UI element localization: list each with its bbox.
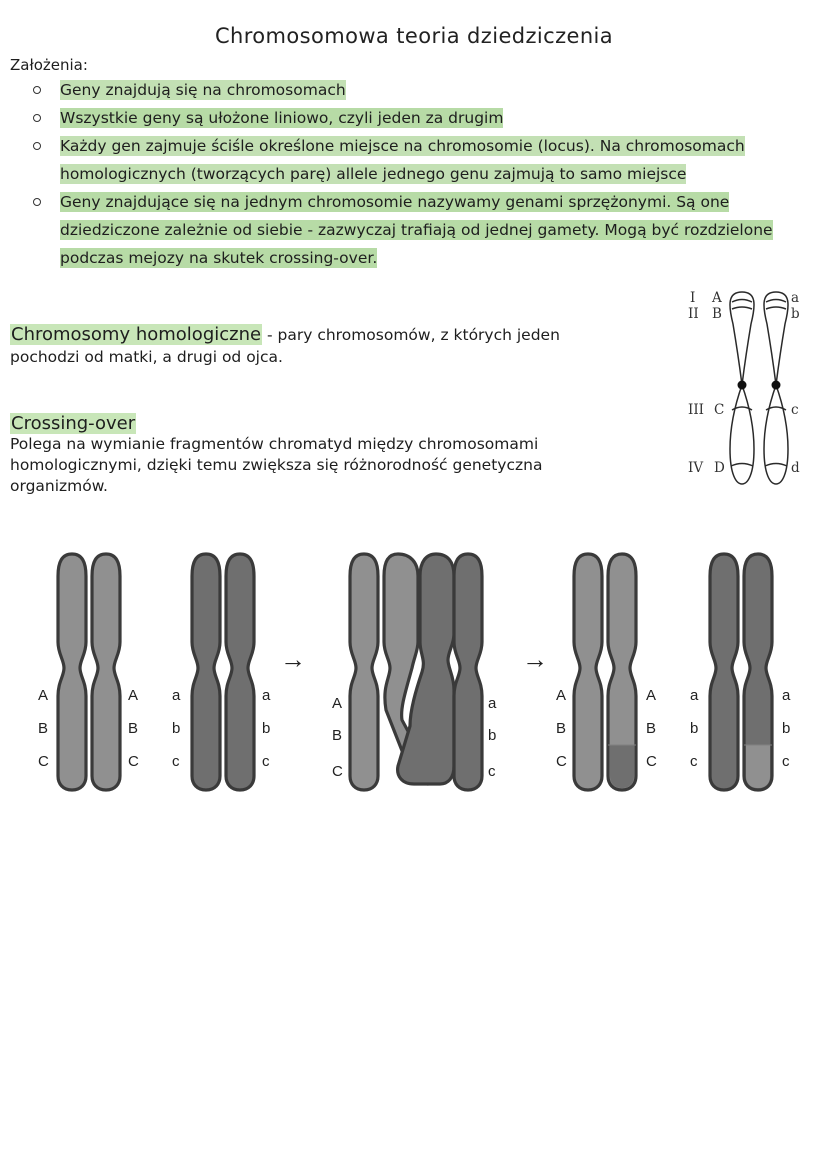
assumption-text: Każdy gen zajmuje ściśle określone miejsce na chromosomie (locus). Na chromosomach homologicznych (tworzących parę) allele jednego genu zajmują to samo miejsce <box>60 137 745 183</box>
allele-label: b <box>782 720 791 737</box>
page-title: Chromosomowa teoria dziedziczenia <box>214 24 614 48</box>
allele-label: D <box>714 460 725 476</box>
chromatid-light <box>92 554 120 790</box>
allele-label: C <box>556 753 567 770</box>
crossing-over-section <box>10 413 630 497</box>
allele-label: C <box>38 753 49 770</box>
allele-label: C <box>714 402 725 418</box>
allele-label: B <box>712 306 722 322</box>
chromosome-left-lower <box>730 385 754 484</box>
list-item <box>30 132 810 188</box>
allele-label: B <box>646 720 657 737</box>
bullet-icon <box>33 142 41 150</box>
locus-band <box>732 300 752 303</box>
locus-band <box>732 307 752 309</box>
locus-band <box>766 300 786 303</box>
allele-label: a <box>690 687 699 704</box>
centromere <box>738 381 747 390</box>
chromosome-right-upper <box>764 292 788 385</box>
locus-diagram <box>680 284 810 494</box>
locus-band <box>731 464 753 467</box>
chromatid-dark <box>226 554 254 790</box>
allele-label: b <box>262 720 271 737</box>
swapped-segment-dark <box>610 745 634 788</box>
chromosome-left-upper <box>730 292 754 385</box>
allele-label: A <box>38 687 49 704</box>
allele-label: a <box>791 290 800 306</box>
bullet-icon <box>33 86 41 94</box>
arrow-icon: → <box>280 644 306 674</box>
allele-label: c <box>488 763 496 780</box>
roman-label: III <box>688 402 704 418</box>
allele-label: B <box>38 720 49 737</box>
allele-label: c <box>262 753 270 770</box>
chromatid-light <box>350 554 378 790</box>
chromatid-dark <box>710 554 738 790</box>
allele-label: c <box>172 753 180 770</box>
allele-label: a <box>488 695 497 712</box>
allele-label: B <box>556 720 567 737</box>
allele-label: C <box>646 753 657 770</box>
crossing-over-diagram <box>0 540 828 810</box>
swapped-segment-light <box>746 745 770 788</box>
bullet-icon <box>33 198 41 206</box>
roman-label: II <box>688 306 699 322</box>
allele-label: C <box>332 763 343 780</box>
allele-label: c <box>782 753 790 770</box>
locus-band <box>766 307 786 309</box>
roman-label: IV <box>688 460 704 476</box>
list-item <box>30 188 810 272</box>
bullet-icon <box>33 114 41 122</box>
allele-label: A <box>712 290 722 306</box>
arrow-icon: → <box>522 644 548 674</box>
allele-label: A <box>332 695 343 712</box>
allele-label: a <box>172 687 181 704</box>
chromatid-dark <box>192 554 220 790</box>
assumptions-label: Założenia: <box>10 56 88 74</box>
list-item <box>30 104 810 132</box>
allele-label: B <box>332 727 343 744</box>
allele-label: c <box>791 402 799 418</box>
allele-label: a <box>782 687 791 704</box>
crossing-over-heading: Crossing-over <box>11 413 136 434</box>
list-item <box>30 76 810 104</box>
allele-label: b <box>690 720 699 737</box>
chromatid-light <box>574 554 602 790</box>
crossing-over-text: Polega na wymianie fragmentów chromatyd między chromosomami homologicznymi, dzięki temu zwiększa się różnorodność genetyczna organizmów. <box>10 435 543 495</box>
allele-label: b <box>791 306 800 322</box>
allele-label: b <box>172 720 181 737</box>
homologous-text: - pary chromosomów, z których jeden pochodzi od matki, a drugi od ojca. <box>10 326 560 366</box>
allele-label: B <box>128 720 139 737</box>
locus-band <box>765 464 787 467</box>
assumption-text: Wszystkie geny są ułożone liniowo, czyli jeden za drugim <box>60 109 504 127</box>
allele-label: A <box>556 687 567 704</box>
homologous-heading: Chromosomy homologiczne <box>11 324 262 345</box>
allele-label: A <box>128 687 139 704</box>
chromosome-right-lower <box>764 385 788 484</box>
chromatid-dark <box>454 554 482 790</box>
assumption-text: Geny znajdują się na chromosomach <box>60 81 346 99</box>
roman-label: I <box>690 290 696 306</box>
allele-label: d <box>791 460 800 476</box>
allele-label: c <box>690 753 698 770</box>
centromere <box>772 381 781 390</box>
allele-label: a <box>262 687 271 704</box>
assumption-text: Geny znajdujące się na jednym chromosomie nazywamy genami sprzężonymi. Są one dziedziczone zależnie od siebie - zazwyczaj trafiają od jednej gamety. Mogą być rozdzielone podczas mejozy na skutek crossing-over. <box>60 193 773 267</box>
assumptions-list <box>30 76 810 272</box>
allele-label: A <box>646 687 657 704</box>
allele-label: b <box>488 727 497 744</box>
chromatid-light <box>58 554 86 790</box>
allele-label: C <box>128 753 139 770</box>
homologous-paragraph <box>10 324 630 368</box>
